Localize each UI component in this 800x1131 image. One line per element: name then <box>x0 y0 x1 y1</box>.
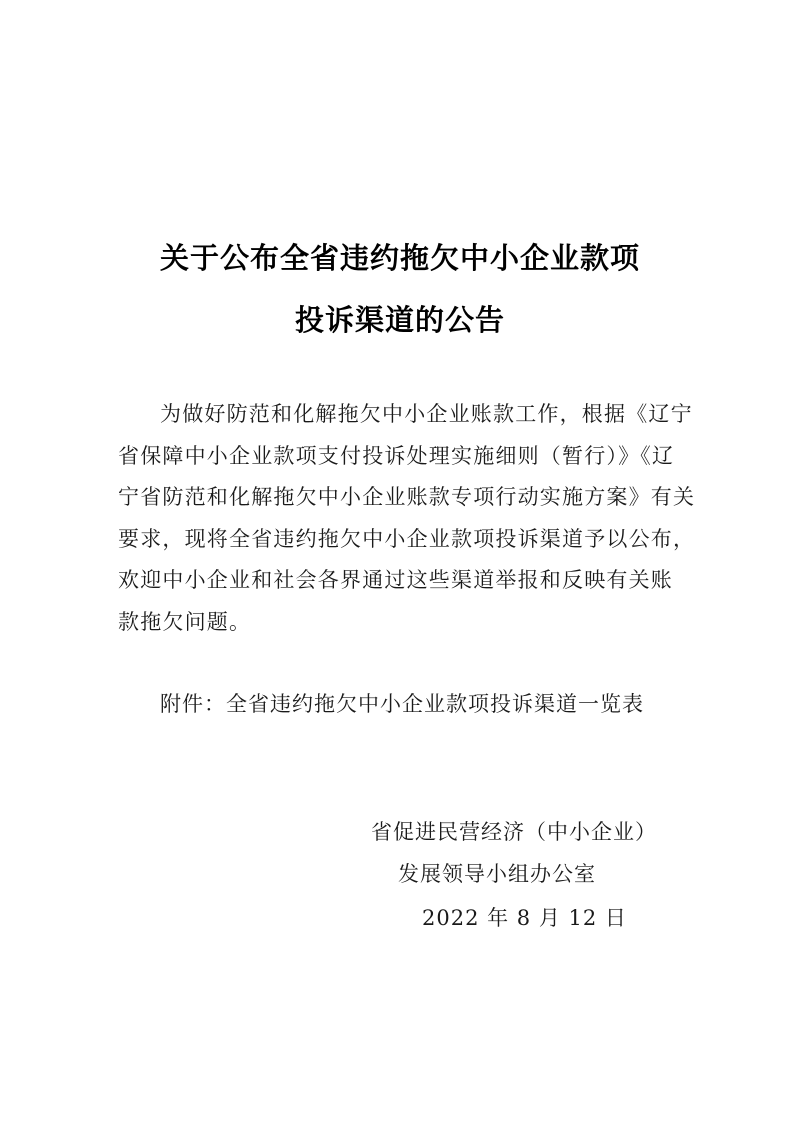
body-line-2: 省保障中小企业款项支付投诉处理实施细则（暂行）》《辽 <box>118 443 675 468</box>
announcement-body <box>118 394 696 644</box>
body-line-4: 要求，现将全省违约拖欠中小企业款项投诉渠道予以公布， <box>118 526 696 551</box>
signature-org-line-2: 发展领导小组办公室 <box>398 862 596 886</box>
signature-date: 2022 年 8 月 12 日 <box>422 906 627 930</box>
document-title-line-2: 投诉渠道的公告 <box>294 303 505 337</box>
body-line-6: 款拖欠问题。 <box>118 609 252 634</box>
body-line-1: 为做好防范和化解拖欠中小企业账款工作，根据《辽宁 <box>160 402 693 426</box>
attachment-note: 附件：全省违约拖欠中小企业款项投诉渠道一览表 <box>160 692 644 716</box>
signature-org-line-1: 省促进民营经济（中小企业） <box>371 820 657 844</box>
body-line-5: 欢迎中小企业和社会各界通过这些渠道举报和反映有关账 <box>118 568 673 593</box>
body-line-3: 宁省防范和化解拖欠中小企业账款专项行动实施方案》有关 <box>118 485 696 510</box>
document-title-line-1: 关于公布全省违约拖欠中小企业款项 <box>159 241 640 275</box>
